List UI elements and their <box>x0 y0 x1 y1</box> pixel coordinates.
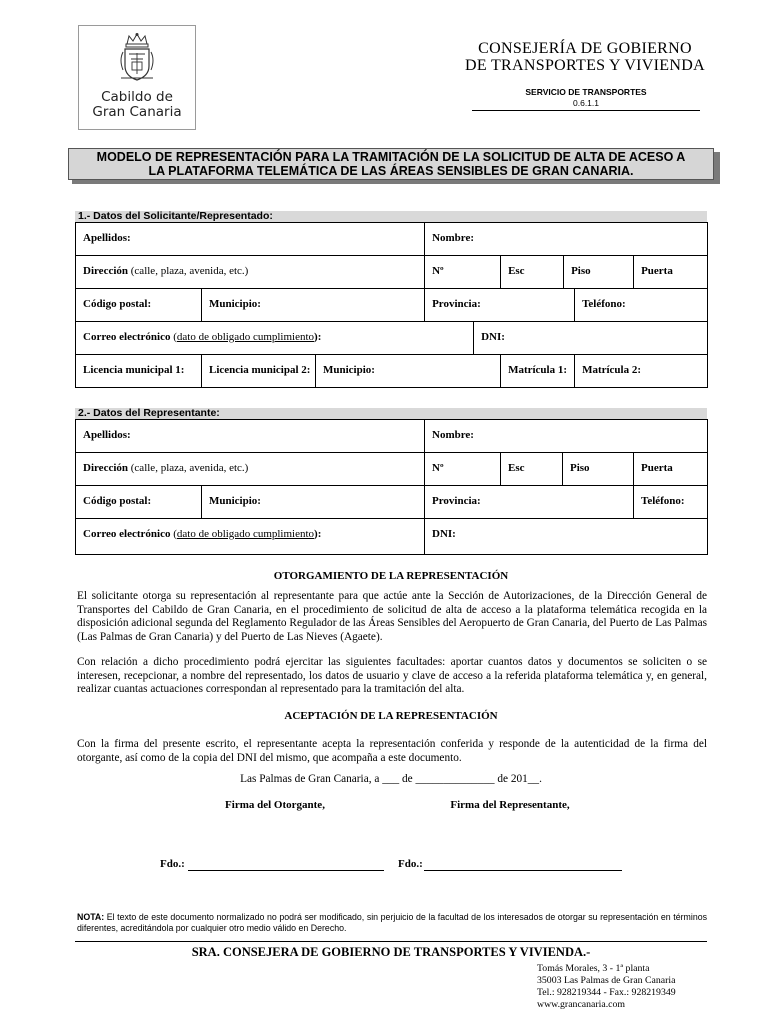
grant-heading: OTORGAMIENTO DE LA REPRESENTACIÓN <box>273 570 509 582</box>
grant-paragraph-1: El solicitante otorga su representación al representante para que actúe ante la Sección de Autorizaciones, de la Dirección General de Transportes del Cabildo de Gran Canaria, en el procedimiento de solicitud de alta de acceso a la plataforma telemática recogida en la disposición adicional segunda del Reglamento Regulador de las Áreas Sensibles del Aeropuerto de Gran Canaria, del Puerto de Las Palmas (Las Palmas de Gran Canaria) y del Puerto de Las Nieves (Agaete). <box>77 590 707 643</box>
rep-door-field[interactable]: Puerta <box>634 453 708 486</box>
section-1-header: 1.- Datos del Solicitante/Representado: <box>75 211 707 222</box>
applicant-phone-field[interactable]: Teléfono: <box>575 289 708 322</box>
applicant-plate-2-field[interactable]: Matrícula 2: <box>575 355 708 388</box>
rep-number-field[interactable]: Nº <box>425 453 501 486</box>
footer-divider <box>75 941 707 942</box>
legal-note: NOTA: El texto de este documento normalizado no podrá ser modificado, sin perjuicio de la facultad de los interesados de otorgar su representación en términos diferentes, acreditándola por cualquier otro medio válido en Derecho. <box>77 912 707 933</box>
representative-signature-line[interactable] <box>424 870 622 871</box>
applicant-name-field[interactable]: Nombre: <box>425 223 708 256</box>
form-title: MODELO DE REPRESENTACIÓN PARA LA TRAMITACIÓN DE LA SOLICITUD DE ALTA DE ACESO A LA PLATAFORMA TELEMÁTICA DE LAS ÁREAS SENSIBLES DE GRAN CANARIA. <box>68 148 714 180</box>
acceptance-heading: ACEPTACIÓN DE LA REPRESENTACIÓN <box>284 710 498 722</box>
applicant-license-2-field[interactable]: Licencia municipal 2: <box>202 355 316 388</box>
rep-postal-code-field[interactable]: Código postal: <box>76 486 202 519</box>
service-name: SERVICIO DE TRANSPORTES <box>525 87 647 97</box>
applicant-license-municipality-field[interactable]: Municipio: <box>316 355 501 388</box>
grant-paragraph-2: Con relación a dicho procedimiento podrá ejercitar las siguientes facultades: aportar cuantos datos y documentos se soliciten o se interesen, recepcionar, a nombre del representado, los datos de usuario y clave de acceso a la referida plataforma telemática y, en general, realizar cuantas actuaciones correspondan al representado para la tramitación del alta. <box>77 656 707 695</box>
addressee: SRA. CONSEJERA DE GOBIERNO DE TRANSPORTES Y VIVIENDA.- <box>191 945 591 959</box>
applicant-license-1-field[interactable]: Licencia municipal 1: <box>76 355 202 388</box>
representative-fdo-label: Fdo.: <box>398 858 423 870</box>
grantor-signature-label: Firma del Otorgante, <box>225 799 325 811</box>
applicant-staircase-field[interactable]: Esc <box>501 256 564 289</box>
section-2-header: 2.- Datos del Representante: <box>75 408 707 419</box>
applicant-door-field[interactable]: Puerta <box>634 256 708 289</box>
applicant-floor-field[interactable]: Piso <box>564 256 634 289</box>
org-name: Cabildo de Gran Canaria <box>92 89 182 120</box>
applicant-postal-code-field[interactable]: Código postal: <box>76 289 202 322</box>
applicant-municipality-field[interactable]: Municipio: <box>202 289 425 322</box>
applicant-province-field[interactable]: Provincia: <box>425 289 575 322</box>
applicant-email-field[interactable]: Correo electrónico (dato de obligado cumplimiento): <box>76 322 474 355</box>
applicant-surname-field[interactable]: Apellidos: <box>76 223 425 256</box>
grantor-signature-line[interactable] <box>188 870 384 871</box>
representative-table <box>75 419 708 555</box>
applicant-plate-1-field[interactable]: Matrícula 1: <box>501 355 575 388</box>
rep-email-field[interactable]: Correo electrónico (dato de obligado cumplimiento): <box>76 519 425 555</box>
rep-municipality-field[interactable]: Municipio: <box>202 486 425 519</box>
applicant-dni-field[interactable]: DNI: <box>474 322 708 355</box>
representative-signature-label: Firma del Representante, <box>450 799 570 811</box>
rep-phone-field[interactable]: Teléfono: <box>634 486 708 519</box>
header-divider <box>472 110 700 111</box>
rep-name-field[interactable]: Nombre: <box>425 420 708 453</box>
footer-address: Tomás Morales, 3 - 1ª planta 35003 Las Palmas de Gran Canaria Tel.: 928219344 - Fax.: 928219349 www.grancanaria.com <box>537 963 676 1010</box>
rep-staircase-field[interactable]: Esc <box>501 453 563 486</box>
document-code: 0.6.1.1 <box>573 98 599 108</box>
applicant-address-field[interactable]: Dirección (calle, plaza, avenida, etc.) <box>76 256 425 289</box>
rep-address-field[interactable]: Dirección (calle, plaza, avenida, etc.) <box>76 453 425 486</box>
department-name: CONSEJERÍA DE GOBIERNO DE TRANSPORTES Y VIVIENDA <box>465 40 705 74</box>
cabildo-logo <box>78 25 196 130</box>
website-link[interactable]: www.grancanaria.com <box>537 999 626 1010</box>
rep-surname-field[interactable]: Apellidos: <box>76 420 425 453</box>
place-date-line[interactable]: Las Palmas de Gran Canaria, a ___ de ______________ de 201__. <box>240 773 542 785</box>
rep-province-field[interactable]: Provincia: <box>425 486 634 519</box>
acceptance-paragraph: Con la firma del presente escrito, el representante acepta la representación conferida y responde de la autenticidad de la firma del otorgante, así como de la copia del DNI del mismo, que acompaña a este documento. <box>77 738 707 764</box>
rep-dni-field[interactable]: DNI: <box>425 519 708 555</box>
applicant-table <box>75 222 708 388</box>
coat-of-arms-icon <box>117 32 157 86</box>
rep-floor-field[interactable]: Piso <box>563 453 634 486</box>
applicant-number-field[interactable]: Nº <box>425 256 501 289</box>
grantor-fdo-label: Fdo.: <box>160 858 185 870</box>
